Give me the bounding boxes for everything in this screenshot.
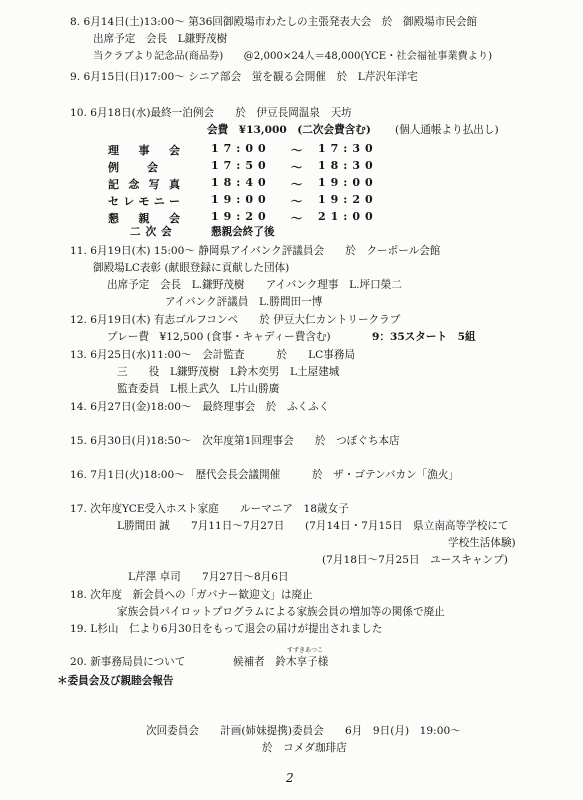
schedule-tilde: ～ (291, 161, 302, 174)
item-17-line-2-note: (7月14日・7月15日 県立南高等学校にて (305, 520, 509, 532)
item-14-line-1: 14. 6月27日(金)18:00～ 最終理事会 於 ふくふく (70, 401, 330, 413)
item-10-schedule (108, 142, 408, 232)
schedule-end: 19:20 (318, 193, 378, 206)
schedule-row (108, 159, 408, 174)
item-8-line-1: 8. 6月14日(土)13:00～ 第36回御殿場市わたしの主張発表大会 於 御殿場市民会館 (70, 16, 478, 28)
item-18-line-2: 家族会員パイロットプログラムによる家族会員の増加等の関係で廃止 (117, 606, 445, 618)
schedule-label: 記念写真 (108, 178, 180, 191)
schedule-label: セレモニー (108, 195, 180, 208)
schedule-tilde: ～ (291, 212, 302, 225)
item-11-line-4: アイバンク評議員 L.勝間田一博 (165, 296, 323, 308)
schedule-start: 17:50 (211, 159, 271, 172)
item-20-candidate: 候補者 鈴木享子様 (233, 656, 329, 668)
item-11-line-2: 御殿場LC表彰 (献眼登録に貢献した団体) (93, 262, 290, 274)
schedule-end: 21:00 (318, 210, 378, 223)
item-10-fee-note: (個人通帳より払出し) (395, 124, 499, 136)
schedule-row (108, 142, 408, 157)
schedule-tilde: ～ (291, 144, 302, 157)
item-12-line-1: 12. 6月19日(木) 有志ゴルフコンペ 於 伊豆大仁カントリークラブ (70, 314, 401, 326)
item-13-line-3: 監査委員 L根上武久 L片山勝廣 (117, 383, 280, 395)
item-11-line-3: 出席予定 会長 L.鎌野茂樹 アイバンク理事 L.坪口榮二 (107, 279, 402, 291)
item-15-line-1: 15. 6月30日(月)18:50～ 次年度第1回理事会 於 つぼぐち本店 (70, 435, 400, 447)
schedule-start: 17:00 (211, 142, 271, 155)
schedule-start: 19:00 (211, 193, 271, 206)
schedule-label: 懇親会 (108, 212, 180, 225)
schedule-row (108, 193, 408, 208)
item-10-nijikai-text: 懇親会終了後 (211, 226, 275, 238)
schedule-tilde: ～ (291, 195, 302, 208)
item-20-line-1: 20. 新事務局員について (70, 656, 186, 668)
section-heading: ＊委員会及び親睦会報告 (57, 675, 174, 687)
next-meeting-line-2: 於 コメダ珈琲店 (262, 742, 347, 754)
page-number: 2 (286, 771, 294, 785)
item-13-line-2: 三 役 L鎌野茂樹 L鈴木奕男 L土屋建城 (117, 366, 340, 378)
schedule-end: 17:30 (318, 142, 378, 155)
item-18-line-1: 18. 次年度 新会員への「ガバナー歓迎文」は廃止 (70, 589, 313, 601)
item-17-line-2: L勝間田 誠 7月11日～7月27日 (117, 520, 285, 532)
item-12-start-time: 9：35スタート 5組 (372, 331, 476, 343)
schedule-row (108, 176, 408, 191)
schedule-start: 19:20 (211, 210, 271, 223)
schedule-label: 理事会 (108, 144, 180, 157)
item-16-line-1: 16. 7月1日(火)18:00～ 歴代会長会議開催 於 ザ・ゴテンバカン「漁火」 (70, 469, 460, 481)
schedule-end: 19:00 (318, 176, 378, 189)
item-13-line-1: 13. 6月25日(水)11:00～ 会計監査 於 LC事務局 (70, 349, 356, 361)
item-17-line-4: (7月18日～7月25日 ユースキャンプ) (322, 554, 508, 566)
schedule-row (108, 210, 408, 225)
item-17-line-3: 学校生活体験) (448, 537, 516, 549)
item-11-line-1: 11. 6月19日(木) 15:00～ 静岡県アイバンク評議員会 於 クーポール会館 (70, 245, 441, 257)
item-9-line-1: 9. 6月15日(日)17:00～ シニア部会 蛍を観る会開催 於 L芹沢年洋宅 (70, 71, 418, 83)
item-20-furigana: すずきあつこ (287, 647, 324, 654)
schedule-start: 18:40 (211, 176, 271, 189)
item-8-line-3: 当クラブより記念品(商品券) @2,000×24人＝48,000(YCE・社会福祉事業費より) (93, 51, 493, 62)
item-17-line-1: 17. 次年度YCE受入ホスト家庭 ルーマニア 18歳女子 (70, 503, 349, 515)
schedule-end: 18:30 (318, 159, 378, 172)
item-10-fee: 会費 ¥13,000 (二次会費含む) (207, 124, 371, 136)
item-8-line-2: 出席予定 会長 L鎌野茂樹 (93, 33, 228, 45)
item-12-line-2: プレー費 ¥12,500 (食事・キャディー費含む) (107, 331, 331, 343)
item-19-line-1: 19. L杉山 仁より6月30日をもって退会の届けが提出されました (70, 623, 383, 635)
item-17-line-5: L芹澤 卓司 7月27日～8月6日 (128, 571, 289, 583)
schedule-tilde: ～ (291, 178, 302, 191)
item-10-line-1: 10. 6月18日(水)最終一泊例会 於 伊豆長岡温泉 天坊 (70, 107, 352, 119)
schedule-label: 例会 (108, 161, 158, 174)
next-meeting-line-1: 次回委員会 計画(姉妹提携)委員会 6月 9日(月) 19:00～ (146, 725, 461, 737)
item-10-nijikai-label: 二次会 (130, 226, 177, 238)
